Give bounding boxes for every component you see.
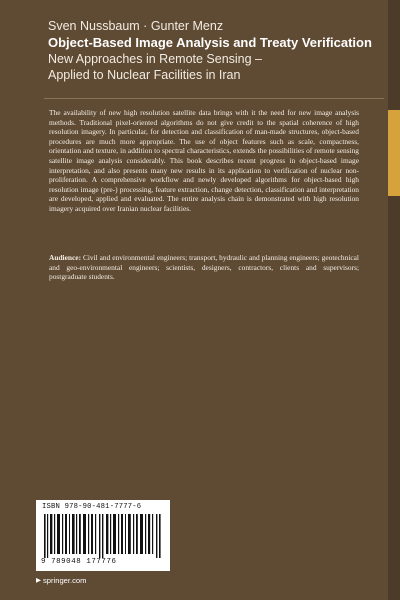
subtitle-line: Applied to Nuclear Facilities in Iran [48,68,241,82]
audience-paragraph [49,253,359,282]
barcode-icon [44,514,162,558]
isbn-text: ISBN 978-90-481-7777-6 [42,503,142,511]
barcode-number: 9 789048 177776 [41,558,117,566]
header-divider [44,98,384,99]
publisher-label: springer.com [43,576,87,585]
subtitle-line: New Approaches in Remote Sensing – [48,52,263,66]
audience-label: Audience: [49,253,82,262]
publisher-link[interactable] [36,576,86,586]
audience-text: Civil and environmental engineers; transport, hydraulic and planning engineers; geotechnical and geo-environmental engineers; scientists, designers, contractors, clients and supervisors; postgraduate students. [49,253,359,282]
spine-strip [388,0,400,600]
arrow-icon: ▶ [36,577,41,584]
book-title: Object-Based Image Analysis and Treaty Verification [48,35,372,50]
cover-header [48,18,372,83]
spine-accent-bar [388,110,400,196]
authors: Sven Nussbaum · Gunter Menz [48,19,224,33]
book-description: The availability of new high resolution satellite data brings with it the need for new image analysis methods. Traditional pixel-oriented algorithms do not give credit to the spatial coherence of high resolution imagery. In particular, for detection and classification of man-made structures, object-based procedures are much more appropriate. The use of object features such as scale, compactness, orientation and texture, in addition to spectral characteristics, extends the possibilities of remote sensing satellite image analysis considerably. This book describes recent progress in object-based image interpretation, and also presents many new results in its application to verification of nuclear non-proliferation. A comprehensive workflow and newly developed algorithms for object-based high resolution image (pre-) processing, feature extraction, change detection, classification and interpretation are developed, applied and evaluated. The entire analysis chain is demonstrated with high resolution imagery acquired over Iranian nuclear facilities. [49,108,359,213]
barcode-block [36,500,170,571]
book-subtitle [48,51,368,83]
